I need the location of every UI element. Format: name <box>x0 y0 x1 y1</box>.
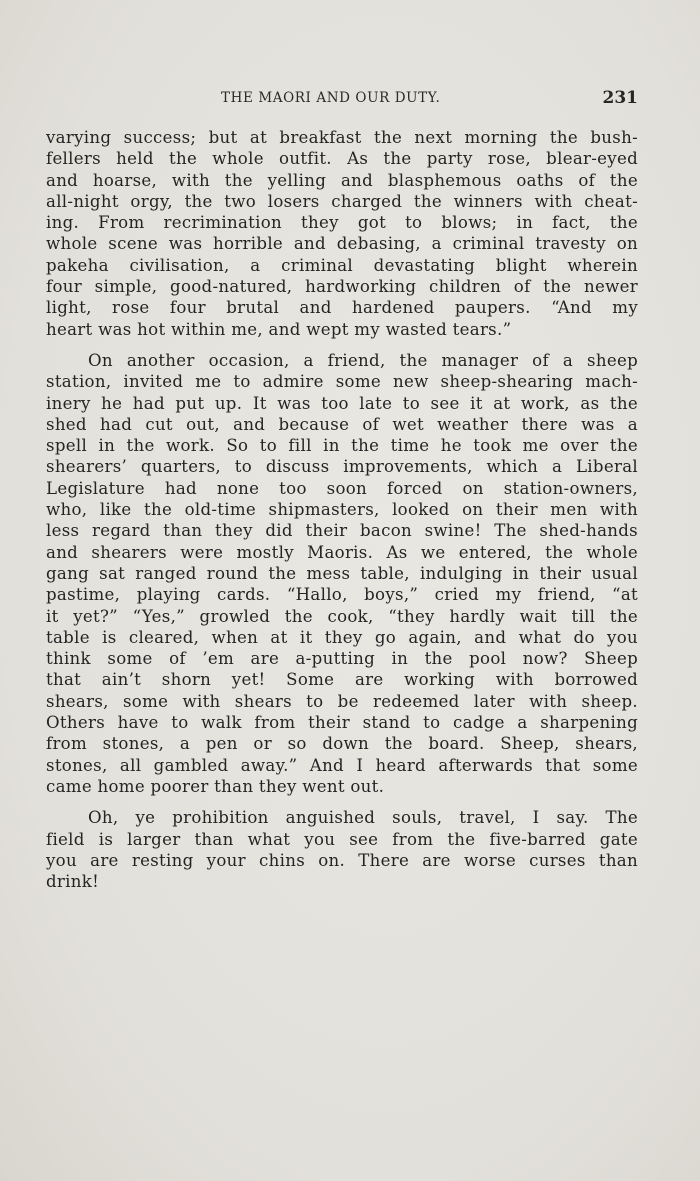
text-line: field is larger than what you see from the five-barred gate <box>46 829 638 849</box>
text-line: Oh, ye prohibition anguished souls, travel, I say. The <box>88 808 638 828</box>
text-line: varying success; but at breakfast the next morning the bush- <box>46 128 638 147</box>
text-line: shears, some with shears to be redeemed later with sheep. <box>46 691 638 711</box>
text-line: pastime, playing cards. “Hallo, boys,” cried my friend, “at <box>46 585 638 605</box>
text-line: four simple, good-natured, hardworking children of the newer <box>46 277 638 297</box>
text-line: table is cleared, when at it they go again, and what do you <box>46 627 638 647</box>
text-line: gang sat ranged round the mess table, indulging in their usual <box>46 563 638 583</box>
body-text <box>46 127 638 892</box>
text-line: heart was hot within me, and wept my wasted tears.” <box>46 319 512 339</box>
text-line: all-night orgy, the two losers charged the winners with cheat- <box>46 191 638 211</box>
text-line: On another occasion, a friend, the manager of a sheep <box>88 350 638 370</box>
text-line: spell in the work. So to fill in the time he took me over the <box>46 436 638 456</box>
text-line: who, like the old-time shipmasters, looked on their men with <box>46 500 638 520</box>
text-line: that ain’t shorn yet! Some are working with borrowed <box>46 670 638 690</box>
paragraph-1 <box>46 127 638 340</box>
text-line: inery he had put up. It was too late to see it at work, as the <box>46 393 638 413</box>
text-line: fellers held the whole outfit. As the party rose, blear-eyed <box>46 149 638 169</box>
text-line: think some of ’em are a-putting in the pool now? Sheep <box>46 649 638 669</box>
text-line: shed had cut out, and because of wet weather there was a <box>46 414 638 434</box>
paragraph-3 <box>46 807 638 892</box>
text-line: ing. From recrimination they got to blows; in fact, the <box>46 213 638 233</box>
text-line: light, rose four brutal and hardened paupers. “And my <box>46 298 638 318</box>
text-line: and hoarse, with the yelling and blasphemous oaths of the <box>46 170 638 190</box>
text-line: less regard than they did their bacon swine! The shed-hands <box>46 521 638 541</box>
text-line: Others have to walk from their stand to cadge a sharpening <box>46 713 638 733</box>
text-line: shearers’ quarters, to discuss improvements, which a Liberal <box>46 457 638 477</box>
text-line: stones, all gambled away.” And I heard afterwards that some <box>46 755 638 775</box>
text-line: from stones, a pen or so down the board. Sheep, shears, <box>46 734 638 754</box>
text-line: whole scene was horrible and debasing, a criminal travesty on <box>46 234 638 254</box>
text-line: drink! <box>46 872 100 892</box>
page-header <box>46 88 638 114</box>
paragraph-2 <box>46 350 638 797</box>
page-number: 231 <box>602 88 638 108</box>
text-line: came home poorer than they went out. <box>46 776 385 796</box>
text-line: it yet?” “Yes,” growled the cook, “they hardly wait till the <box>46 606 638 626</box>
text-line: and shearers were mostly Maoris. As we entered, the whole <box>46 542 638 562</box>
running-head: THE MAORI AND OUR DUTY. <box>221 90 441 106</box>
text-line: Legislature had none too soon forced on station-owners, <box>46 478 638 498</box>
text-line: pakeha civilisation, a criminal devastating blight wherein <box>46 255 638 275</box>
text-line: you are resting your chins on. There are worse curses than <box>46 850 638 870</box>
text-line: station, invited me to admire some new sheep-shearing mach- <box>46 372 638 392</box>
